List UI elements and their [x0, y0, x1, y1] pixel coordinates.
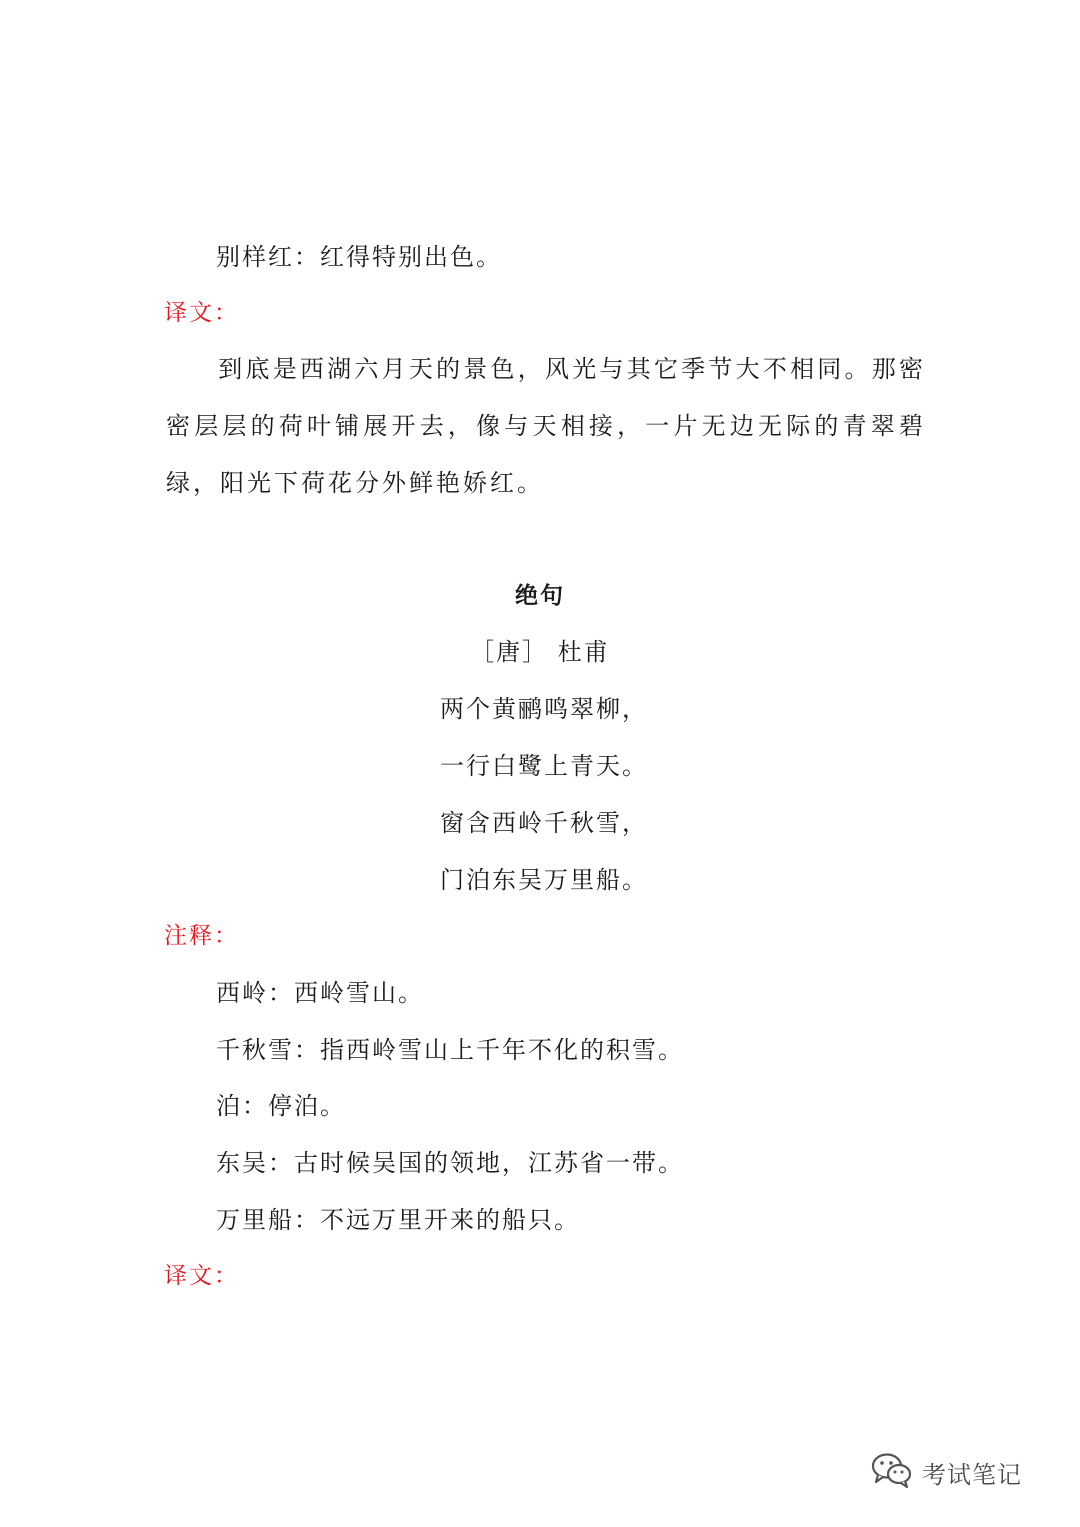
- poem-line: 窗含西岭千秋雪，: [440, 809, 648, 837]
- poem-title: 绝句: [515, 582, 565, 609]
- note-item: 万里船：不远万里开来的船只。: [216, 1206, 580, 1234]
- prev-translation-paragraph: [166, 341, 926, 512]
- watermark: [870, 1452, 1022, 1492]
- prev-translation-text: 到底是西湖六月天的景色，风光与其它季节大不相同。那密密层层的荷叶铺展开去，像与天相接，一片无边无际的青翠碧绿，阳光下荷花分外鲜艳娇红。: [166, 355, 926, 497]
- note-bieyanghong: 别样红：红得特别出色。: [216, 243, 502, 271]
- note-item: 西岭：西岭雪山。: [216, 979, 424, 1007]
- poem-author: ［唐］ 杜甫: [470, 638, 610, 666]
- watermark-text: 考试笔记: [922, 1460, 1022, 1489]
- translation-label: 译文：: [164, 1263, 239, 1289]
- poem-line: 两个黄鹂鸣翠柳，: [440, 695, 648, 723]
- poem-line: 一行白鹭上青天。: [440, 752, 648, 780]
- note-item: 泊：停泊。: [216, 1092, 346, 1120]
- note-item: 东吴：古时候吴国的领地，江苏省一带。: [216, 1149, 684, 1177]
- prev-translation-label: 译文：: [164, 300, 239, 326]
- wechat-icon: [870, 1450, 914, 1494]
- note-item: 千秋雪：指西岭雪山上千年不化的积雪。: [216, 1036, 684, 1064]
- poem-line: 门泊东吴万里船。: [440, 866, 648, 894]
- notes-label: 注释：: [164, 923, 239, 949]
